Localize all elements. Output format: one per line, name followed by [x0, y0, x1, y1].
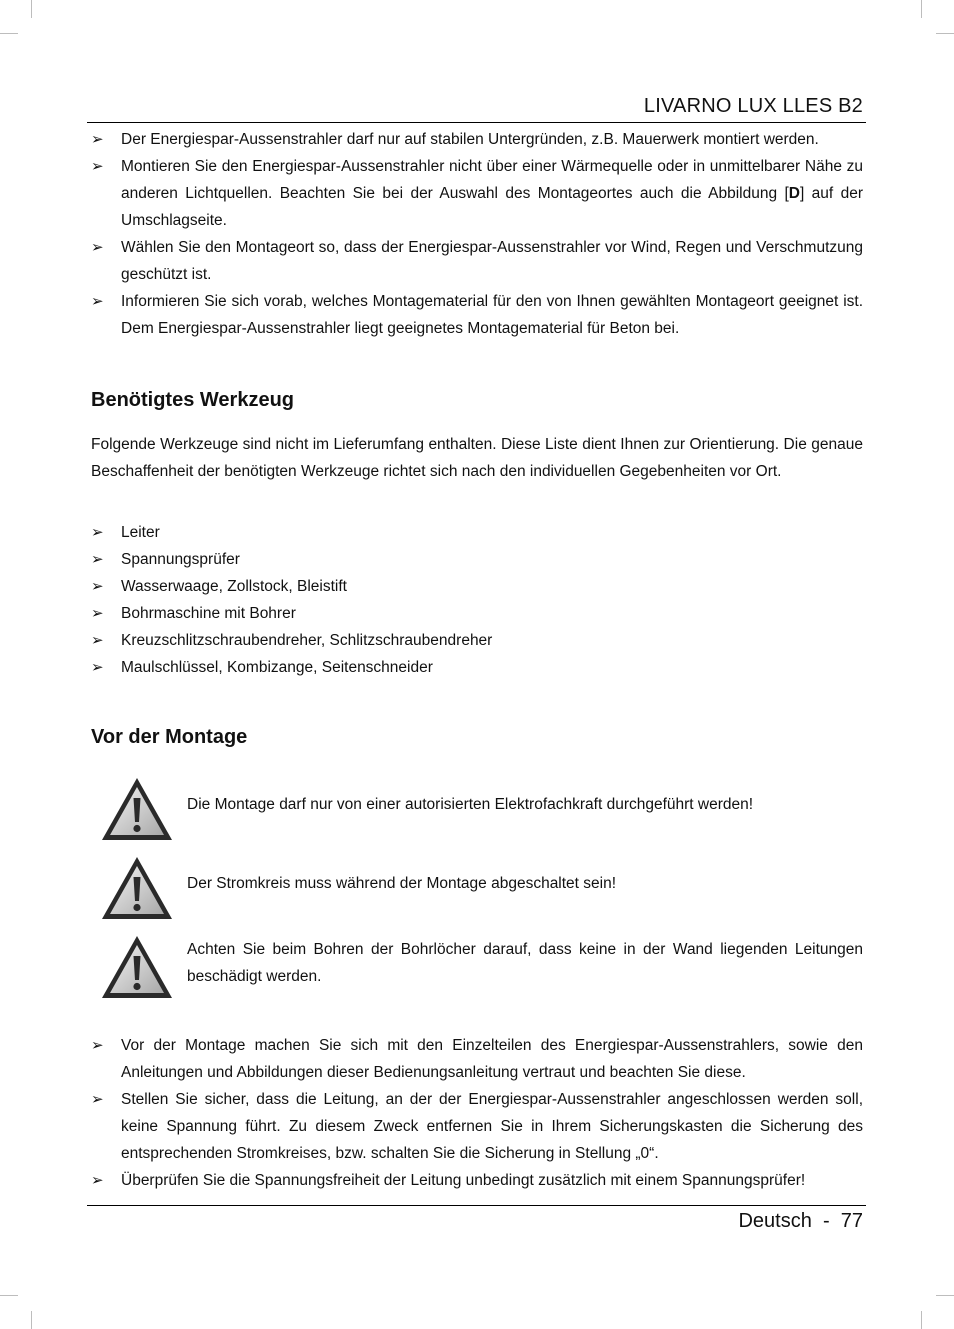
crop-mark [0, 33, 18, 34]
warning-triangle-icon [100, 855, 174, 921]
crop-mark [31, 1311, 32, 1329]
list-item: ➢ Stellen Sie sicher, dass die Leitung, an der der Energiespar-Aussenstrahler angeschlossen werden soll, keine Spannung führt. Zu diesem Zweck entfernen Sie in Ihrem Sicherungskasten die Sicherung des entsprechenden Stromkreises, bzw. schalten Sie die Sicherung in Stellung „0“. [91, 1086, 863, 1167]
bullet-arrow-icon: ➢ [91, 157, 104, 175]
bullet-arrow-icon: ➢ [91, 1090, 104, 1108]
list-item: ➢ Wählen Sie den Montageort so, dass der Energiespar-Aussenstrahler vor Wind, Regen und Verschmutzung geschützt ist. [91, 234, 863, 288]
footer-rule [87, 1205, 866, 1206]
bullet-arrow-icon: ➢ [91, 550, 104, 568]
list-item: ➢ Informieren Sie sich vorab, welches Montagematerial für den von Ihnen gewählten Montageort geeignet ist. Dem Energiespar-Aussenstrahler liegt geeignetes Montagematerial für Beton bei. [91, 288, 863, 342]
bullet-arrow-icon: ➢ [91, 292, 104, 310]
list-item: ➢ Vor der Montage machen Sie sich mit den Einzelteilen des Energiespar-Aussenstrahlers, sowie den Anleitungen und Abbildungen dieser Bedienungsanleitung vertraut und beachten Sie diese. [91, 1032, 863, 1086]
page-footer: Deutsch - 77 [738, 1210, 863, 1232]
list-item: ➢ Kreuzschlitzschraubendreher, Schlitzschraubendreher [91, 627, 863, 654]
tools-list [91, 519, 863, 681]
warning-triangle-icon [100, 934, 174, 1000]
section-heading-tools: Benötigtes Werkzeug [91, 389, 294, 411]
crop-mark [936, 33, 954, 34]
warning-text: Die Montage darf nur von einer autorisierten Elektrofachkraft durchgeführt werden! [187, 796, 754, 813]
warning-triangle-icon [100, 776, 174, 842]
page-header-title: LIVARNO LUX LLES B2 [643, 95, 863, 117]
before-mounting-bullet-list [91, 1032, 863, 1194]
crop-mark [921, 0, 922, 18]
list-item: ➢ Spannungsprüfer [91, 546, 863, 573]
crop-mark [31, 0, 32, 18]
crop-mark [0, 1295, 18, 1296]
tools-intro-paragraph: Folgende Werkzeuge sind nicht im Lieferumfang enthalten. Diese Liste dient Ihnen zur Orientierung. Die genaue Beschaffenheit der benötigten Werkzeuge richtet sich nach den individuellen Gegebenheiten vor Ort. [91, 436, 863, 480]
warning-block [100, 934, 863, 1004]
section-heading-before-mounting: Vor der Montage [91, 726, 248, 748]
warning-block [100, 776, 863, 846]
bullet-arrow-icon: ➢ [91, 523, 104, 541]
warning-text: Der Stromkreis muss während der Montage abgeschaltet sein! [187, 875, 617, 892]
bullet-arrow-icon: ➢ [91, 658, 104, 676]
list-item: ➢ Bohrmaschine mit Bohrer [91, 600, 863, 627]
list-item: ➢ Maulschlüssel, Kombizange, Seitenschneider [91, 654, 863, 681]
crop-mark [936, 1295, 954, 1296]
intro-bullet-list [91, 126, 863, 342]
list-item: ➢ Leiter [91, 519, 863, 546]
list-item: ➢ Montieren Sie den Energiespar-Aussenstrahler nicht über einer Wärmequelle oder in unmittelbarer Nähe zu anderen Lichtquellen. Beachten Sie bei der Auswahl des Montageortes auch die Abbildung [D] auf der Umschlagseite. [91, 153, 863, 234]
bullet-arrow-icon: ➢ [91, 238, 104, 256]
warning-block [100, 855, 863, 925]
list-item: ➢ Wasserwaage, Zollstock, Bleistift [91, 573, 863, 600]
header-rule [87, 122, 866, 123]
bullet-arrow-icon: ➢ [91, 1171, 104, 1189]
list-item: ➢ Überprüfen Sie die Spannungsfreiheit der Leitung unbedingt zusätzlich mit einem Spannungsprüfer! [91, 1167, 863, 1194]
bullet-arrow-icon: ➢ [91, 631, 104, 649]
bullet-arrow-icon: ➢ [91, 130, 104, 148]
warning-text: Achten Sie beim Bohren der Bohrlöcher darauf, dass keine in der Wand liegenden Leitungen beschädigt werden. [187, 941, 863, 985]
bullet-arrow-icon: ➢ [91, 604, 104, 622]
bullet-arrow-icon: ➢ [91, 1036, 104, 1054]
crop-mark [921, 1311, 922, 1329]
list-item: ➢ Der Energiespar-Aussenstrahler darf nur auf stabilen Untergründen, z.B. Mauerwerk montiert werden. [91, 126, 863, 153]
bullet-arrow-icon: ➢ [91, 577, 104, 595]
